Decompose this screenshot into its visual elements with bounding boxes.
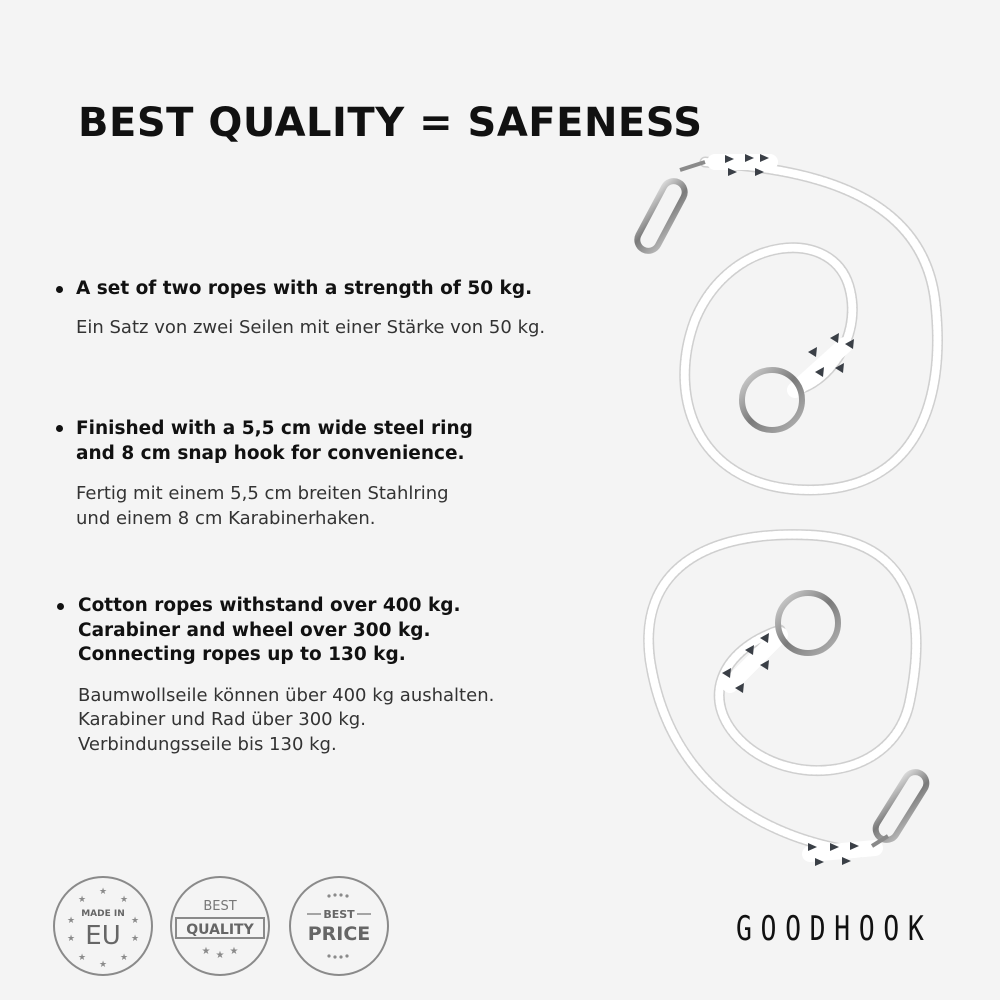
- feature-german-text: [78, 684, 494, 758]
- bullet-icon: [56, 286, 63, 293]
- feature-item-rope-set: [56, 277, 545, 340]
- carabiner-icon: [633, 162, 705, 255]
- star-ring-icon: [55, 878, 151, 974]
- best-quality-badge: [170, 876, 270, 976]
- feature-german-text: [76, 482, 473, 531]
- badge-main-text: PRICE: [307, 923, 371, 945]
- bullet-icon: [57, 603, 64, 610]
- lower-rope: [649, 535, 931, 866]
- badge-top-text: BEST: [203, 899, 237, 914]
- feature-line: und einem 8 cm Karabinerhaken.: [76, 507, 376, 529]
- svg-text:★: ★: [98, 887, 108, 897]
- feature-line: Cotton ropes withstand over 400 kg.: [78, 595, 461, 616]
- feature-item-load-capacity: [57, 594, 494, 757]
- svg-text:★: ★: [77, 953, 87, 963]
- feature-english-text: [78, 594, 494, 668]
- steel-ring-icon: [778, 593, 838, 653]
- feature-line: and 8 cm snap hook for convenience.: [76, 442, 465, 464]
- svg-text:★: ★: [119, 895, 129, 905]
- svg-text:★: ★: [229, 946, 239, 957]
- rope-product-image: [610, 140, 960, 880]
- badge-main-text: QUALITY: [186, 922, 254, 938]
- feature-line: Finished with a 5,5 cm wide steel ring: [76, 418, 473, 439]
- svg-text:★: ★: [215, 950, 225, 961]
- page-title: BEST QUALITY = SAFENESS: [78, 100, 703, 146]
- svg-text:★: ★: [98, 960, 108, 970]
- svg-text:★: ★: [66, 934, 76, 944]
- svg-text:★: ★: [119, 953, 129, 963]
- feature-line: Verbindungsseile bis 130 kg.: [78, 733, 337, 755]
- svg-text:★: ★: [66, 916, 76, 926]
- badge-top-text: MADE IN: [81, 909, 125, 919]
- svg-text:★: ★: [77, 895, 87, 905]
- svg-text:★: ★: [130, 934, 140, 944]
- made-in-eu-badge: [53, 876, 153, 976]
- feature-line: Ein Satz von zwei Seilen mit einer Stärke von 50 kg.: [76, 316, 546, 338]
- upper-rope: [633, 154, 937, 490]
- feature-line: A set of two ropes with a strength of 50 kg.: [76, 278, 533, 299]
- svg-text:★: ★: [201, 946, 211, 957]
- carabiner-icon: [872, 768, 931, 846]
- feature-line: Karabiner und Rad über 300 kg.: [78, 709, 366, 730]
- steel-ring-icon: [742, 370, 802, 430]
- quality-ribbon-icon: [172, 878, 268, 974]
- feature-english-text: [76, 277, 545, 302]
- feature-line: Fertig mit einem 5,5 cm breiten Stahlring: [76, 483, 449, 504]
- bullet-icon: [56, 425, 63, 432]
- feature-german-text: [76, 316, 545, 341]
- badge-top-text: BEST: [323, 908, 355, 921]
- best-price-badge: [289, 876, 389, 976]
- feature-line: Connecting ropes up to 130 kg.: [78, 644, 406, 665]
- feature-item-steel-ring: [56, 417, 473, 531]
- feature-line: Carabiner and wheel over 300 kg.: [78, 619, 431, 641]
- price-seal-icon: [291, 878, 387, 974]
- feature-english-text: [76, 417, 473, 466]
- svg-text:★: ★: [130, 916, 140, 926]
- feature-line: Baumwollseile können über 400 kg aushalten.: [78, 684, 495, 706]
- brand-logo: GOODHOOK: [736, 909, 933, 949]
- badge-main-text: EU: [85, 921, 121, 951]
